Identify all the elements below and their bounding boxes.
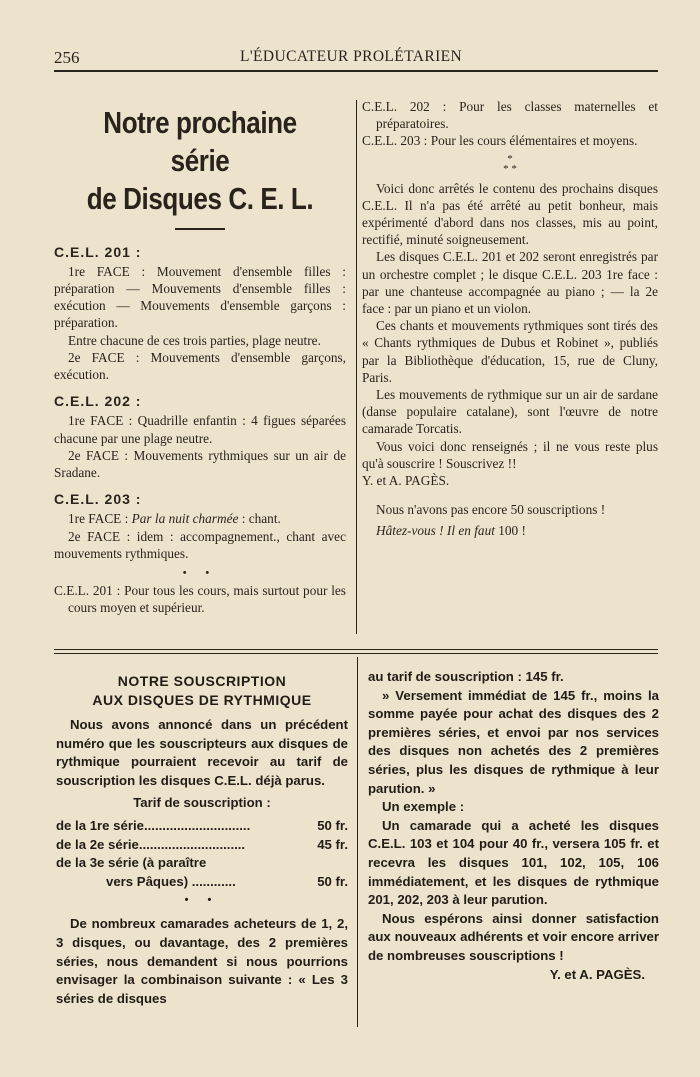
subscription-heading <box>56 672 348 710</box>
disc-202-heading: C.E.L. 202 : <box>54 393 142 410</box>
section-rule-bottom <box>54 653 658 654</box>
combination-paragraph: De nombreux camarades acheteurs de 1, 2, 3 disques, ou davantage, des 2 premières séries, nous demandent si nous pourrions envisager la combinaison suivante : « Les 3 séries de disques <box>56 916 348 1006</box>
separator-bullets: • • <box>182 566 218 579</box>
disc-201-heading: C.E.L. 201 : <box>54 243 142 260</box>
article-title-line2: de Disques C. E. L. <box>86 181 314 216</box>
disc-203-face1-lead: 1re FACE : <box>68 511 132 527</box>
subscription-heading-line2: AUX DISQUES DE RYTHMIQUE <box>92 692 312 708</box>
tarif-summary: au tarif de souscription : 145 fr. <box>368 669 564 684</box>
disc-203-face2: 2e FACE : idem : accompagnement., chant avec mouvements rythmiques. <box>54 528 346 561</box>
note: Nous n'avons pas encore 50 souscriptions ! <box>376 502 606 518</box>
disc-201-face2: 2e FACE : Mouvements d'ensemble garçons, exécution. <box>54 349 346 382</box>
page-header <box>54 44 658 70</box>
column-divider <box>356 100 357 634</box>
disc-203-face1-title: Par la nuit charmée <box>131 511 239 527</box>
subscription-heading-line1: NOTRE SOUSCRIPTION <box>117 673 287 689</box>
versement-paragraph: » Versement immédiat de 145 fr., moins la somme payée pour achat des disques des 2 premières séries, et envoi par nos services des disques non achetés des 2 premières séries, plus les disques de rythmique à leur parution. » <box>368 687 659 796</box>
closing-text: Nous espérons ainsi donner satisfaction aux nouveaux adhérents et voir encore arriver de nombreuses souscriptions ! <box>368 910 659 963</box>
hurry-count: 100 ! <box>494 523 526 539</box>
tarif-row <box>56 873 348 892</box>
tarif-row <box>56 854 348 873</box>
asterism-top: * <box>507 152 513 165</box>
hurry-text: Hâtez-vous ! Il en faut <box>376 523 495 539</box>
subscription-left-column <box>56 672 348 1008</box>
paragraph-3: Ces chants et mouvements rythmiques sont tirés des « Chants rythmiques de Dubus et Robinet », publiés par la Bibliothèque d'éducation, 15, rue de Cluny, Paris. <box>362 318 658 385</box>
tarif-value: 50 fr. <box>317 873 348 889</box>
disc-201-between: Entre chacune de ces trois parties, plage neutre. <box>68 332 321 348</box>
disc-203-face1-tail: : chant. <box>238 511 281 527</box>
usage-203: C.E.L. 203 : Pour les cours élémentaires et moyens. <box>362 133 638 149</box>
paragraph-1: Voici donc arrêtés le contenu des prochains disques C.E.L. Il n'a pas été arrêté au petit bonheur, mais expérimenté d'abord dans nos classes, mis au point, rectifié, minuté soigneusement. <box>362 180 658 248</box>
example-paragraph: Un camarade qui a acheté les disques C.E.L. 103 et 104 pour 40 fr., versera 105 fr. et recevra les disques 101, 102, 105, 106 immédiatement, et les disques de rythmique 201, 202, 203 à leur parution. <box>368 817 659 908</box>
section-rule-top <box>54 649 658 650</box>
subscription-right-column <box>368 668 659 984</box>
paragraph-4: Les mouvements de rythmique sur un air de sardane (danse populaire catalane), sont l'œuvre de notre camarade Torcatis. <box>362 387 658 437</box>
tarif-row <box>56 817 348 836</box>
disc-202-face2: 2e FACE : Mouvements rythmiques sur un air de Sradane. <box>54 447 346 480</box>
disc-203-heading: C.E.L. 203 : <box>54 491 142 508</box>
article-right-column <box>362 98 658 540</box>
closing-signature: Y. et A. PAGÈS. <box>549 966 645 982</box>
column-divider-lower <box>357 657 358 1027</box>
asterism <box>362 154 658 174</box>
tarif-label: de la 3e série (à paraître <box>56 855 207 871</box>
page-number: 256 <box>54 48 80 67</box>
tarif-value: 45 fr. <box>317 836 348 852</box>
disc-203-face1 <box>54 510 346 527</box>
hurry-line <box>362 522 658 539</box>
paragraph-2: Les disques C.E.L. 201 et 202 seront enregistrés par un orchestre complet ; le disque C.E.L. 203 1re face : par une chanteuse accompagnée au piano ; — la 2e face : par un piano et un violon. <box>362 249 658 317</box>
disc-202-face1: 1re FACE : Quadrille enfantin : 4 figues séparées chacune par une plage neutre. <box>54 413 346 446</box>
article-title <box>77 104 322 218</box>
separator-bullets: • • <box>184 894 220 907</box>
header-rule <box>54 70 658 72</box>
closing-paragraph <box>368 910 659 982</box>
usage-201: C.E.L. 201 : Pour tous les cours, mais surtout pour les cours moyen et supérieur. <box>54 582 346 616</box>
title-rule <box>175 228 225 230</box>
article-title-line1: Notre prochaine série <box>103 105 297 178</box>
tarif-label: de la 2e série............................. <box>56 836 246 852</box>
tarif-table <box>56 817 348 891</box>
tarif-value <box>304 854 348 873</box>
tarif-value: 50 fr. <box>317 817 348 833</box>
usage-202: C.E.L. 202 : Pour les classes maternelles et préparatoires. <box>362 99 658 132</box>
asterism-bottom: * * <box>503 162 517 175</box>
tarif-title: Tarif de souscription : <box>133 795 271 811</box>
article-left-column <box>54 104 346 616</box>
paragraph-5: Vous voici donc renseignés ; il ne vous reste plus qu'à souscrire ! Souscrivez !! <box>362 438 658 471</box>
tarif-row <box>56 836 348 855</box>
running-title: L'ÉDUCATEUR PROLÉTARIEN <box>240 48 463 65</box>
tarif-label: de la 1re série............................. <box>56 817 251 833</box>
subscription-intro: Nous avons annoncé dans un précédent numéro que les souscripteurs aux disques de rythmique pourraient recevoir au tarif de souscription les disques C.E.L. déjà parus. <box>56 717 348 788</box>
tarif-label: vers Pâques) ............ <box>106 873 236 889</box>
signature: Y. et A. PAGÈS. <box>362 473 450 489</box>
example-label: Un exemple : <box>382 799 465 815</box>
disc-201-face1: 1re FACE : Mouvement d'ensemble filles : préparation — Mouvements d'ensemble filles : exécution — Mouvements d'ensemble garçons : préparation. <box>54 263 346 331</box>
